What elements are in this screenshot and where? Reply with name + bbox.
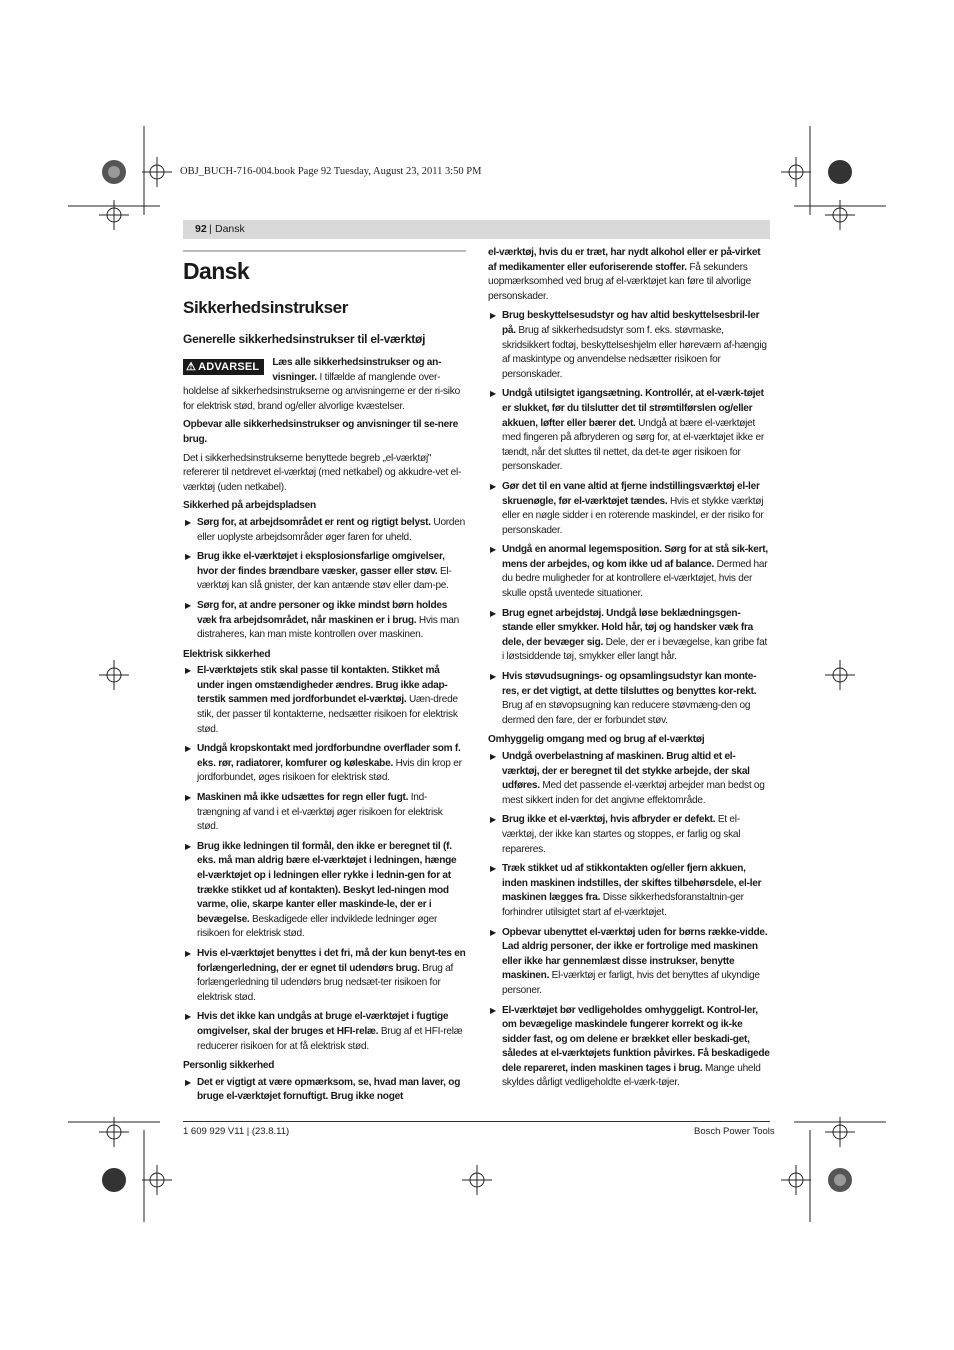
warning-bold: Læs alle sikkerhedsinstrukser og an-visninger. bbox=[272, 357, 442, 383]
bullet-arrow-icon: ▶ bbox=[490, 389, 496, 399]
bullet-arrow-icon: ▶ bbox=[490, 311, 496, 321]
item-bold-text: Undgå kropskontakt med jordforbundne overflader som f. eks. rør, radiatorer, komfurer og køleskabe. bbox=[197, 743, 461, 769]
bullet-arrow-icon: ▶ bbox=[490, 864, 496, 874]
continuation-bold: el-værktøj, hvis du er træt, har nydt alkohol eller er på-virket af medikamenter eller euforiserende stoffer. bbox=[488, 247, 761, 273]
right-section-heading: Omhyggelig omgang med og brug af el-værktøj bbox=[488, 734, 705, 746]
definition-text: Det i sikkerhedsinstrukserne benyttede begreb „el-værktøj" refererer til netdrevet el-værktøj (med netkabel) og akkudre-vet el-værktøj (uden netkabel). bbox=[183, 452, 462, 493]
list-item bbox=[183, 840, 466, 942]
item-bold-text: Træk stikket ud af stikkontakten og/eller fjern akkuen, inden maskinen indstilles, der skiftes tilbehørsdele, el-ler maskinen lægges fra. bbox=[502, 863, 762, 904]
item-bold-text: Brug egnet arbejdstøj. Undgå løse beklædningsgen-stande eller smykker. Hold hår, tøj og handsker væk fra dele, der bevæger sig. bbox=[502, 607, 754, 648]
item-text: Ind-trængning af vand i et el-værktøj øger risikoen for elektrisk stød. bbox=[197, 792, 443, 833]
list-item bbox=[183, 1076, 466, 1105]
bullet-arrow-icon: ▶ bbox=[185, 600, 191, 610]
item-bold-text: Hvis støvudsugnings- og opsamlingsudstyr kan monte-res, er det vigtigt, at dette tilsluttes og benyttes kor-rekt. bbox=[502, 671, 757, 697]
bullet-arrow-icon: ▶ bbox=[490, 545, 496, 555]
item-text: Undgå at bære el-værktøjet med fingeren på afbryderen og sørg for, at el-værktøjet ikke er tændt, når det sluttes til nettet, da det-te øger risikoen for personskader. bbox=[502, 417, 764, 473]
header-separator: | bbox=[209, 223, 212, 235]
list-item bbox=[488, 1004, 771, 1092]
bullet-arrow-icon: ▶ bbox=[185, 517, 191, 527]
item-text: Brug af sikkerhedsudstyr som f. eks. støvmaske, skridsikkert fodtøj, beskyttelseshjelm eller høreværn af-hængig af maskintype og anvendelse nedsætter risikoen for personskader. bbox=[502, 324, 767, 380]
page-header bbox=[183, 220, 770, 239]
tool-use-items bbox=[488, 750, 771, 1091]
bullet-arrow-icon: ▶ bbox=[490, 815, 496, 825]
bullet-arrow-icon: ▶ bbox=[185, 666, 191, 676]
item-text: Brug af et HFI-relæ reducerer risikoen for at få elektrisk stød. bbox=[197, 1025, 463, 1052]
list-item bbox=[183, 664, 466, 737]
item-text: El-værktøj kan slå gnister, der kan antænde støv eller dam-pe. bbox=[197, 565, 452, 592]
item-bold-text: Maskinen må ikke udsættes for regn eller fugt. bbox=[197, 792, 409, 804]
list-item bbox=[183, 516, 466, 545]
item-text: Uorden eller uoplyste arbejdsområder øger faren for uheld. bbox=[197, 516, 466, 543]
bullet-arrow-icon: ▶ bbox=[490, 752, 496, 761]
warning-badge-label: ADVARSEL bbox=[198, 361, 260, 373]
title-rule bbox=[183, 250, 466, 252]
list-item bbox=[488, 813, 771, 857]
item-bold-text: Det er vigtigt at være opmærksom, se, hvad man laver, og bruge el-værktøjet fornuftigt. Brug ikke noget bbox=[197, 1076, 461, 1103]
list-item bbox=[488, 862, 771, 920]
item-text: Med det passende el-værktøj arbejder man bedst og mest sikkert inden for det angivne effektområde. bbox=[502, 780, 765, 806]
left-sections bbox=[183, 499, 466, 1105]
subsection-heading: Elektrisk sikkerhed bbox=[183, 648, 271, 660]
bullet-arrow-icon: ▶ bbox=[490, 672, 496, 682]
item-text: Mange uheld skyldes dårligt vedligeholdte el-værk-tøjer. bbox=[502, 1062, 761, 1089]
item-bold-text: El-værktøjets stik skal passe til kontakten. Stikket må under ingen omstændigheder ændres. Brug ikke adap-terstik sammen med jordforbundet el-værktøj. bbox=[197, 665, 448, 706]
list-item bbox=[488, 309, 771, 382]
footer-rule bbox=[183, 1121, 770, 1122]
item-bold-text: Brug ikke el-værktøjet i eksplosionsfarlige omgivelser, hvor der findes brændbare væsker, gasser eller støv. bbox=[197, 551, 445, 577]
item-bold-text: Undgå utilsigtet igangsætning. Kontrollér, at el-værk-tøjet er slukket, før du tilslutter det til strømtilførslen og/eller akkuen, løfter eller bærer det. bbox=[502, 388, 764, 429]
item-bold-text: Opbevar ubenyttet el-værktøj uden for børns række-vidde. Lad aldrig personer, der ikke er fortrolige med maskinen eller ikke har gennemlæst disse instrukser, benytte maskinen. bbox=[502, 926, 768, 982]
bullet-arrow-icon: ▶ bbox=[185, 744, 191, 754]
item-text: Brug af en støvopsugning kan reducere støvmæng-den og dermed den fare, der er forbundet støv. bbox=[502, 700, 751, 726]
item-text: Hvis et stykke værktøj eller en nøgle sidder i en roterende maskindel, er der risiko for personskader. bbox=[502, 495, 764, 536]
bullet-arrow-icon: ▶ bbox=[185, 552, 191, 562]
list-item bbox=[488, 926, 771, 999]
page-number: 92 bbox=[195, 223, 207, 235]
item-bold-text: El-værktøjet bør vedligeholdes omhyggeligt. Kontrol-ler, om bevægelige maskindele fungerer korrekt og ik-ke sidder fast, og om delene er brækket eller beskadi-get, således at el-værktøjets funktion påvirkes. Få beskadigede dele repareret, inden maskinen tages i brug. bbox=[502, 1004, 770, 1074]
bullet-arrow-icon: ▶ bbox=[185, 841, 191, 851]
general-heading: Generelle sikkerhedsinstrukser til el-værktøj bbox=[183, 332, 426, 346]
list-item bbox=[183, 947, 466, 1005]
item-bold-text: Brug beskyttelsesudstyr og hav altid beskyttelsesbril-ler på. bbox=[502, 310, 760, 336]
item-text: Hvis din krop er jordforbundet, øges risikoen for elektrisk stød. bbox=[197, 757, 462, 784]
continuation-text: Få sekunders uopmærksomhed ved brug af el-værktøjet kan føre til alvorlige personskader. bbox=[488, 261, 751, 302]
item-bold-text: Sørg for, at arbejdsområdet er rent og rigtigt belyst. bbox=[197, 516, 431, 528]
warning-triangle-icon: ⚠ bbox=[186, 361, 197, 373]
header-language: Dansk bbox=[215, 223, 245, 235]
item-text: Uæn-drede stik, der passer til kontakterne, nedsætter risikoen for elektrisk stød. bbox=[197, 694, 458, 735]
list-item bbox=[183, 742, 466, 786]
item-bold-text: Undgå en anormal legemsposition. Sørg for at stå sik-kert, mens der arbejdes, og kom ikke ud af balance. bbox=[502, 544, 768, 570]
bullet-arrow-icon: ▶ bbox=[185, 1012, 191, 1022]
list-item bbox=[488, 750, 771, 808]
item-bold-text: Hvis el-værktøjet benyttes i det fri, må der kun benyt-tes en forlængerledning, der er egnet til udendørs brug. bbox=[197, 947, 466, 974]
item-text: Dele, der er i bevægelse, kan gribe fat i løstsiddende tøj, smykker eller langt hår. bbox=[502, 636, 768, 663]
page-title: Dansk bbox=[183, 258, 250, 284]
bullet-arrow-icon: ▶ bbox=[490, 481, 496, 491]
subsection-heading: Personlig sikkerhed bbox=[183, 1060, 275, 1072]
item-text: Disse sikkerhedsforanstaltnin-ger forhindrer utilsigtet start af el-værktøjet. bbox=[502, 892, 744, 918]
footer-brand: Bosch Power Tools bbox=[694, 1126, 775, 1137]
list-item bbox=[183, 599, 466, 643]
item-text: Beskadigede eller indviklede ledninger øger risikoen for elektrisk stød. bbox=[197, 913, 438, 940]
personal-safety-items bbox=[488, 309, 771, 728]
list-item bbox=[488, 480, 771, 538]
bullet-arrow-icon: ▶ bbox=[185, 1077, 191, 1087]
bullet-arrow-icon: ▶ bbox=[490, 608, 496, 618]
left-column bbox=[183, 250, 466, 1110]
bullet-arrow-icon: ▶ bbox=[185, 793, 191, 803]
bullet-arrow-icon: ▶ bbox=[490, 1005, 496, 1015]
list-item bbox=[488, 543, 771, 601]
continuation-paragraph bbox=[488, 246, 771, 304]
list-item bbox=[183, 791, 466, 835]
warning-badge bbox=[183, 359, 264, 375]
item-bold-text: Brug ikke ledningen til formål, den ikke er beregnet til (f. eks. må man aldrig bære el-værktøjet i ledningen, hænge el-værktøjet op i ledningen eller rykke i lednin-gen for at trække stikket ud af kontakten). Beskyt led-ningen mod varme, olie, skarpe kanter eller maskinde-le, der er i bevægelse. bbox=[197, 840, 457, 925]
section-title: Sikkerhedsinstrukser bbox=[183, 298, 348, 317]
item-bold-text: Gør det til en vane altid at fjerne indstillingsværktøj el-ler skruenøgle, før el-værktøjet tændes. bbox=[502, 480, 760, 507]
subsection-heading: Sikkerhed på arbejdspladsen bbox=[183, 500, 316, 512]
item-bold-text: Hvis det ikke kan undgås at bruge el-værktøjet i fugtige omgivelser, skal der bruges et HFI-relæ. bbox=[197, 1011, 449, 1037]
bullet-arrow-icon: ▶ bbox=[490, 927, 496, 937]
footer-doc-number: 1 609 929 V11 | (23.8.11) bbox=[183, 1126, 290, 1137]
item-text: Dermed har du bedre muligheder for at kontrollere el-værktøjet, hvis der skulle opstå uventede situationer. bbox=[502, 558, 768, 600]
item-text: Et el-værktøj, der ikke kan startes og stoppes, er farlig og skal repareres. bbox=[502, 814, 741, 855]
list-item bbox=[183, 550, 466, 594]
right-column bbox=[488, 246, 771, 1096]
item-text: El-værktøj er farligt, hvis det benyttes af ukyndige personer. bbox=[502, 970, 760, 996]
print-info-line: OBJ_BUCH-716-004.book Page 92 Tuesday, August 23, 2011 3:50 PM bbox=[180, 166, 482, 177]
list-item bbox=[183, 1010, 466, 1054]
item-bold-text: Sørg for, at andre personer og ikke mindst børn holdes væk fra arbejdsområdet, når maskinen er i brug. bbox=[197, 599, 448, 626]
list-item bbox=[488, 670, 771, 728]
item-bold-text: Undgå overbelastning af maskinen. Brug altid et el-værktøj, der er beregnet til det stykke arbejde, der skal udføres. bbox=[502, 751, 750, 792]
bullet-arrow-icon: ▶ bbox=[185, 948, 191, 958]
item-text: Brug af forlængerledning til udendørs brug nedsæt-ter risikoen for elektrisk stød. bbox=[197, 962, 454, 1003]
list-item bbox=[488, 607, 771, 665]
item-text: Hvis man distraheres, kan man miste kontrollen over maskinen. bbox=[197, 614, 459, 641]
warning-text: I tilfælde af manglende over-holdelse af sikkerhedsinstrukserne og anvisningerne er der ri-siko for elektrisk stød, brand og/eller alvorlige kvæstelser. bbox=[183, 371, 460, 412]
keep-instructions: Opbevar alle sikkerhedsinstrukser og anvisninger til se-nere brug. bbox=[183, 419, 459, 445]
warning-block bbox=[183, 356, 466, 414]
item-bold-text: Brug ikke et el-værktøj, hvis afbryder er defekt. bbox=[502, 814, 716, 826]
list-item bbox=[488, 387, 771, 475]
